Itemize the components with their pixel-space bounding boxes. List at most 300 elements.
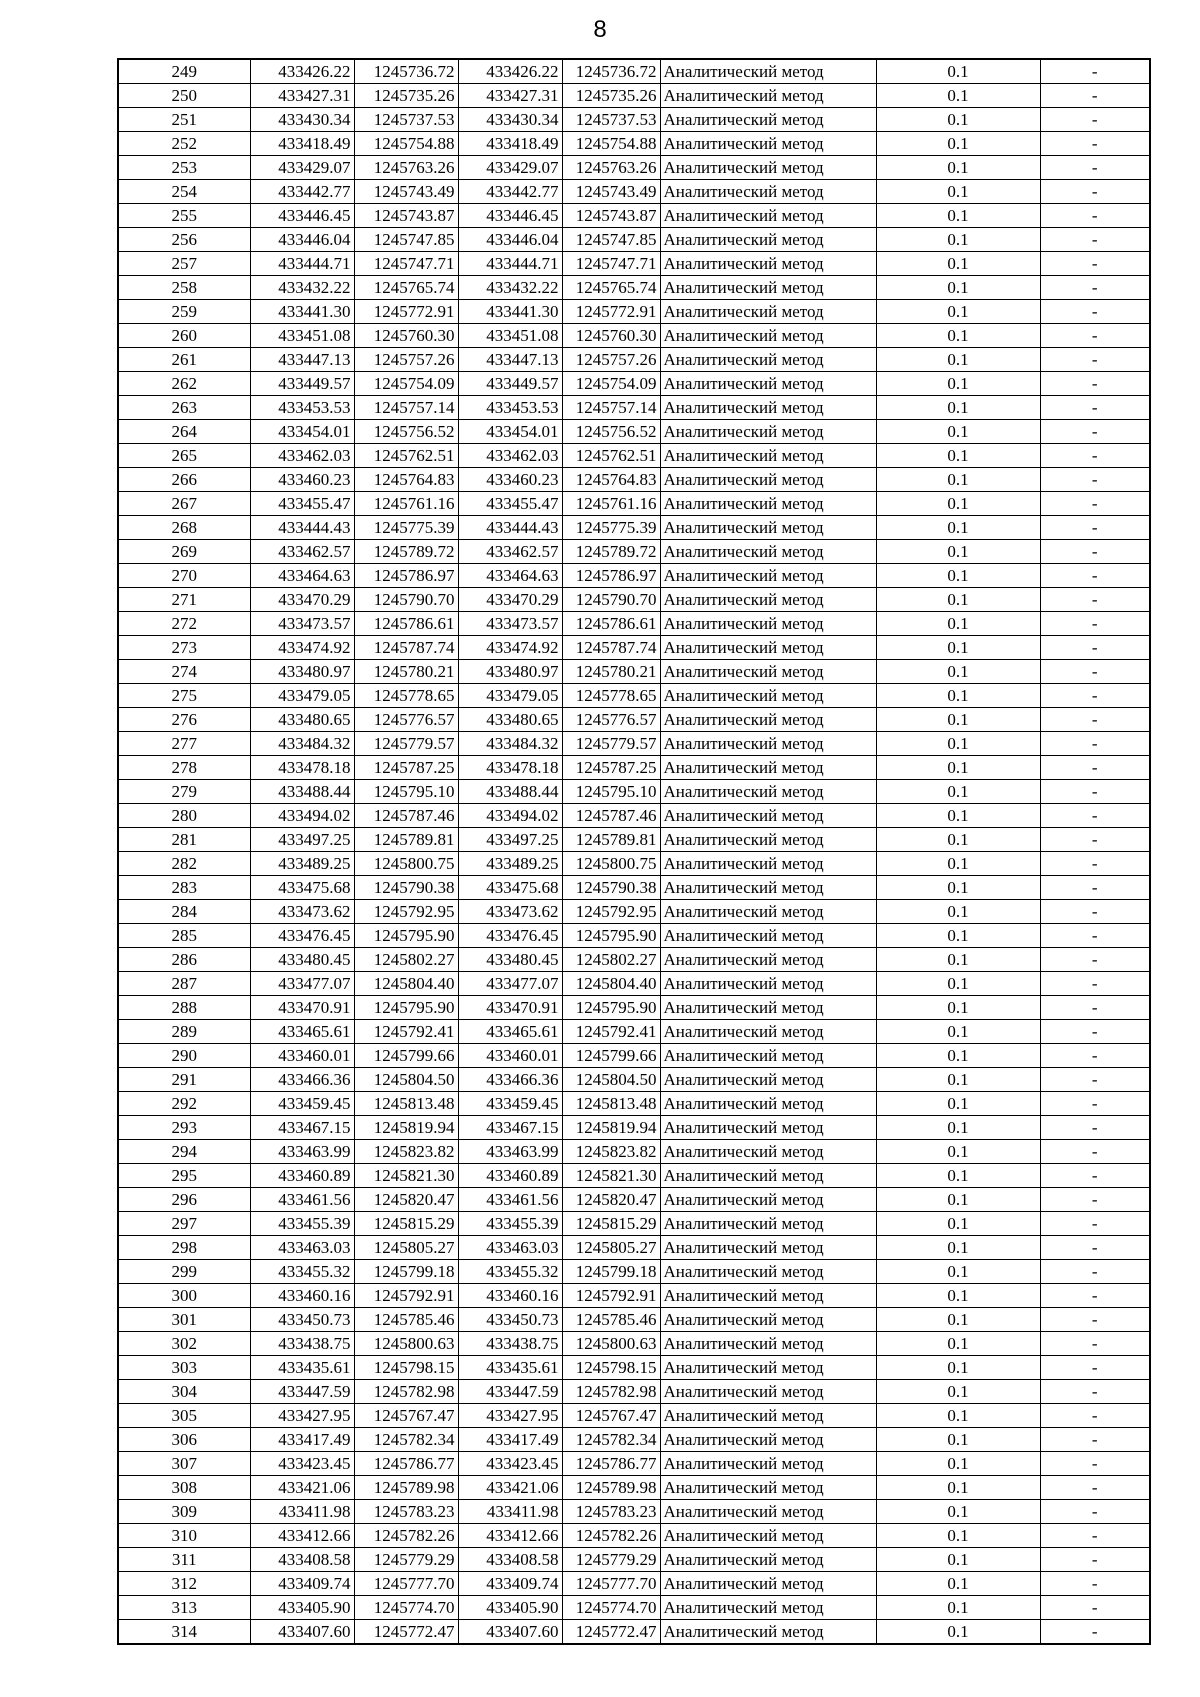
method-cell: Аналитический метод [660,1572,876,1596]
y-existing-cell: 1245737.53 [354,108,458,132]
x-existing-cell: 433409.74 [250,1572,354,1596]
x-existing-cell: 433465.61 [250,1020,354,1044]
y-new-cell: 1245792.41 [562,1020,660,1044]
y-new-cell: 1245795.90 [562,996,660,1020]
note-cell: - [1040,756,1150,780]
point-number-cell: 293 [118,1116,250,1140]
y-new-cell: 1245802.27 [562,948,660,972]
table-row [118,156,1150,180]
note-cell: - [1040,1524,1150,1548]
y-new-cell: 1245789.81 [562,828,660,852]
method-cell: Аналитический метод [660,1092,876,1116]
table-row [118,1140,1150,1164]
x-existing-cell: 433449.57 [250,372,354,396]
point-number-cell: 250 [118,84,250,108]
point-number-cell: 299 [118,1260,250,1284]
point-number-cell: 309 [118,1500,250,1524]
x-new-cell: 433465.61 [458,1020,562,1044]
y-new-cell: 1245792.95 [562,900,660,924]
method-cell: Аналитический метод [660,1116,876,1140]
x-existing-cell: 433444.71 [250,252,354,276]
x-existing-cell: 433470.29 [250,588,354,612]
x-existing-cell: 433455.32 [250,1260,354,1284]
note-cell: - [1040,1260,1150,1284]
x-new-cell: 433477.07 [458,972,562,996]
table-row [118,1332,1150,1356]
note-cell: - [1040,660,1150,684]
x-existing-cell: 433446.04 [250,228,354,252]
method-cell: Аналитический метод [660,348,876,372]
accuracy-cell: 0.1 [876,564,1040,588]
table-row [118,1380,1150,1404]
y-new-cell: 1245790.38 [562,876,660,900]
accuracy-cell: 0.1 [876,1140,1040,1164]
note-cell: - [1040,516,1150,540]
point-number-cell: 281 [118,828,250,852]
table-row [118,900,1150,924]
accuracy-cell: 0.1 [876,972,1040,996]
x-existing-cell: 433488.44 [250,780,354,804]
table-row [118,1044,1150,1068]
accuracy-cell: 0.1 [876,300,1040,324]
accuracy-cell: 0.1 [876,588,1040,612]
method-cell: Аналитический метод [660,876,876,900]
y-existing-cell: 1245804.40 [354,972,458,996]
table-row [118,468,1150,492]
y-existing-cell: 1245823.82 [354,1140,458,1164]
note-cell: - [1040,492,1150,516]
note-cell: - [1040,156,1150,180]
note-cell: - [1040,804,1150,828]
accuracy-cell: 0.1 [876,1020,1040,1044]
y-new-cell: 1245821.30 [562,1164,660,1188]
y-existing-cell: 1245767.47 [354,1404,458,1428]
y-new-cell: 1245787.46 [562,804,660,828]
x-new-cell: 433470.29 [458,588,562,612]
x-new-cell: 433405.90 [458,1596,562,1620]
x-new-cell: 433461.56 [458,1188,562,1212]
accuracy-cell: 0.1 [876,732,1040,756]
y-new-cell: 1245799.66 [562,1044,660,1068]
accuracy-cell: 0.1 [876,1452,1040,1476]
y-existing-cell: 1245789.81 [354,828,458,852]
x-new-cell: 433462.57 [458,540,562,564]
x-new-cell: 433426.22 [458,59,562,84]
x-existing-cell: 433470.91 [250,996,354,1020]
x-existing-cell: 433417.49 [250,1428,354,1452]
point-number-cell: 263 [118,396,250,420]
note-cell: - [1040,852,1150,876]
note-cell: - [1040,1284,1150,1308]
y-new-cell: 1245747.71 [562,252,660,276]
method-cell: Аналитический метод [660,780,876,804]
accuracy-cell: 0.1 [876,636,1040,660]
y-new-cell: 1245823.82 [562,1140,660,1164]
y-existing-cell: 1245778.65 [354,684,458,708]
note-cell: - [1040,444,1150,468]
y-existing-cell: 1245815.29 [354,1212,458,1236]
accuracy-cell: 0.1 [876,108,1040,132]
x-new-cell: 433466.36 [458,1068,562,1092]
x-new-cell: 433462.03 [458,444,562,468]
note-cell: - [1040,1596,1150,1620]
y-new-cell: 1245786.61 [562,612,660,636]
x-new-cell: 433453.53 [458,396,562,420]
x-existing-cell: 433479.05 [250,684,354,708]
point-number-cell: 265 [118,444,250,468]
table-row [118,924,1150,948]
table-row [118,300,1150,324]
x-new-cell: 433412.66 [458,1524,562,1548]
x-new-cell: 433459.45 [458,1092,562,1116]
note-cell: - [1040,972,1150,996]
accuracy-cell: 0.1 [876,852,1040,876]
accuracy-cell: 0.1 [876,1428,1040,1452]
method-cell: Аналитический метод [660,732,876,756]
accuracy-cell: 0.1 [876,132,1040,156]
point-number-cell: 254 [118,180,250,204]
table-row [118,1020,1150,1044]
note-cell: - [1040,828,1150,852]
note-cell: - [1040,948,1150,972]
y-existing-cell: 1245805.27 [354,1236,458,1260]
x-existing-cell: 433447.59 [250,1380,354,1404]
point-number-cell: 272 [118,612,250,636]
y-existing-cell: 1245795.90 [354,924,458,948]
y-new-cell: 1245804.50 [562,1068,660,1092]
y-existing-cell: 1245747.85 [354,228,458,252]
x-existing-cell: 433454.01 [250,420,354,444]
note-cell: - [1040,276,1150,300]
x-new-cell: 433407.60 [458,1620,562,1645]
method-cell: Аналитический метод [660,1212,876,1236]
accuracy-cell: 0.1 [876,684,1040,708]
accuracy-cell: 0.1 [876,804,1040,828]
table-row [118,1404,1150,1428]
table-row [118,108,1150,132]
y-existing-cell: 1245790.70 [354,588,458,612]
y-existing-cell: 1245785.46 [354,1308,458,1332]
table-row [118,876,1150,900]
point-number-cell: 289 [118,1020,250,1044]
accuracy-cell: 0.1 [876,1620,1040,1645]
x-existing-cell: 433480.65 [250,708,354,732]
y-existing-cell: 1245776.57 [354,708,458,732]
y-new-cell: 1245757.14 [562,396,660,420]
point-number-cell: 274 [118,660,250,684]
x-new-cell: 433409.74 [458,1572,562,1596]
point-number-cell: 270 [118,564,250,588]
table-row [118,1452,1150,1476]
x-existing-cell: 433418.49 [250,132,354,156]
point-number-cell: 269 [118,540,250,564]
x-existing-cell: 433476.45 [250,924,354,948]
x-existing-cell: 433455.39 [250,1212,354,1236]
x-existing-cell: 433461.56 [250,1188,354,1212]
x-new-cell: 433455.39 [458,1212,562,1236]
y-existing-cell: 1245802.27 [354,948,458,972]
table-row [118,228,1150,252]
method-cell: Аналитический метод [660,1404,876,1428]
y-existing-cell: 1245783.23 [354,1500,458,1524]
y-existing-cell: 1245795.90 [354,996,458,1020]
accuracy-cell: 0.1 [876,84,1040,108]
y-new-cell: 1245782.26 [562,1524,660,1548]
table-row [118,684,1150,708]
x-new-cell: 433478.18 [458,756,562,780]
y-existing-cell: 1245786.77 [354,1452,458,1476]
y-new-cell: 1245820.47 [562,1188,660,1212]
x-new-cell: 433473.57 [458,612,562,636]
note-cell: - [1040,588,1150,612]
x-new-cell: 433450.73 [458,1308,562,1332]
point-number-cell: 305 [118,1404,250,1428]
point-number-cell: 278 [118,756,250,780]
note-cell: - [1040,540,1150,564]
point-number-cell: 297 [118,1212,250,1236]
point-number-cell: 313 [118,1596,250,1620]
y-existing-cell: 1245779.29 [354,1548,458,1572]
y-existing-cell: 1245743.49 [354,180,458,204]
table-row [118,660,1150,684]
note-cell: - [1040,1332,1150,1356]
y-new-cell: 1245747.85 [562,228,660,252]
method-cell: Аналитический метод [660,1020,876,1044]
y-existing-cell: 1245772.91 [354,300,458,324]
x-existing-cell: 433494.02 [250,804,354,828]
accuracy-cell: 0.1 [876,924,1040,948]
point-number-cell: 294 [118,1140,250,1164]
point-number-cell: 296 [118,1188,250,1212]
note-cell: - [1040,1020,1150,1044]
y-new-cell: 1245767.47 [562,1404,660,1428]
x-new-cell: 433429.07 [458,156,562,180]
y-new-cell: 1245795.90 [562,924,660,948]
accuracy-cell: 0.1 [876,1164,1040,1188]
x-existing-cell: 433411.98 [250,1500,354,1524]
point-number-cell: 290 [118,1044,250,1068]
x-existing-cell: 433444.43 [250,516,354,540]
table-row [118,1260,1150,1284]
x-existing-cell: 433408.58 [250,1548,354,1572]
point-number-cell: 282 [118,852,250,876]
accuracy-cell: 0.1 [876,372,1040,396]
table-row [118,1572,1150,1596]
x-new-cell: 433460.01 [458,1044,562,1068]
x-existing-cell: 433421.06 [250,1476,354,1500]
point-number-cell: 262 [118,372,250,396]
method-cell: Аналитический метод [660,996,876,1020]
accuracy-cell: 0.1 [876,1404,1040,1428]
y-new-cell: 1245737.53 [562,108,660,132]
accuracy-cell: 0.1 [876,612,1040,636]
point-number-cell: 266 [118,468,250,492]
method-cell: Аналитический метод [660,660,876,684]
x-existing-cell: 433480.97 [250,660,354,684]
accuracy-cell: 0.1 [876,59,1040,84]
note-cell: - [1040,1380,1150,1404]
y-existing-cell: 1245782.34 [354,1428,458,1452]
note-cell: - [1040,1356,1150,1380]
x-new-cell: 433449.57 [458,372,562,396]
y-existing-cell: 1245756.52 [354,420,458,444]
y-existing-cell: 1245736.72 [354,59,458,84]
table-row [118,492,1150,516]
y-existing-cell: 1245765.74 [354,276,458,300]
y-new-cell: 1245790.70 [562,588,660,612]
y-new-cell: 1245779.29 [562,1548,660,1572]
point-number-cell: 307 [118,1452,250,1476]
x-existing-cell: 433497.25 [250,828,354,852]
x-new-cell: 433460.16 [458,1284,562,1308]
y-new-cell: 1245804.40 [562,972,660,996]
point-number-cell: 303 [118,1356,250,1380]
y-new-cell: 1245736.72 [562,59,660,84]
table-row [118,1236,1150,1260]
method-cell: Аналитический метод [660,1596,876,1620]
point-number-cell: 286 [118,948,250,972]
note-cell: - [1040,1068,1150,1092]
x-new-cell: 433430.34 [458,108,562,132]
x-existing-cell: 433423.45 [250,1452,354,1476]
table-row [118,132,1150,156]
y-new-cell: 1245775.39 [562,516,660,540]
y-new-cell: 1245787.74 [562,636,660,660]
table-row [118,204,1150,228]
table-body [118,59,1150,1644]
y-new-cell: 1245760.30 [562,324,660,348]
table-row [118,1500,1150,1524]
y-new-cell: 1245785.46 [562,1308,660,1332]
y-new-cell: 1245735.26 [562,84,660,108]
table-row [118,1284,1150,1308]
note-cell: - [1040,1548,1150,1572]
y-existing-cell: 1245820.47 [354,1188,458,1212]
note-cell: - [1040,420,1150,444]
note-cell: - [1040,180,1150,204]
method-cell: Аналитический метод [660,1428,876,1452]
table-row [118,780,1150,804]
y-existing-cell: 1245777.70 [354,1572,458,1596]
point-number-cell: 310 [118,1524,250,1548]
method-cell: Аналитический метод [660,252,876,276]
note-cell: - [1040,252,1150,276]
method-cell: Аналитический метод [660,1164,876,1188]
x-new-cell: 433446.04 [458,228,562,252]
point-number-cell: 298 [118,1236,250,1260]
accuracy-cell: 0.1 [876,204,1040,228]
note-cell: - [1040,1188,1150,1212]
table-row [118,372,1150,396]
y-new-cell: 1245754.88 [562,132,660,156]
x-existing-cell: 433460.01 [250,1044,354,1068]
y-new-cell: 1245754.09 [562,372,660,396]
method-cell: Аналитический метод [660,588,876,612]
y-existing-cell: 1245787.74 [354,636,458,660]
point-number-cell: 255 [118,204,250,228]
accuracy-cell: 0.1 [876,1332,1040,1356]
x-new-cell: 433418.49 [458,132,562,156]
accuracy-cell: 0.1 [876,276,1040,300]
point-number-cell: 295 [118,1164,250,1188]
method-cell: Аналитический метод [660,59,876,84]
point-number-cell: 304 [118,1380,250,1404]
x-new-cell: 433432.22 [458,276,562,300]
point-number-cell: 311 [118,1548,250,1572]
point-number-cell: 271 [118,588,250,612]
note-cell: - [1040,1140,1150,1164]
x-existing-cell: 433474.92 [250,636,354,660]
method-cell: Аналитический метод [660,1068,876,1092]
accuracy-cell: 0.1 [876,180,1040,204]
note-cell: - [1040,564,1150,588]
table-row [118,1596,1150,1620]
x-existing-cell: 433438.75 [250,1332,354,1356]
y-new-cell: 1245783.23 [562,1500,660,1524]
table-row [118,59,1150,84]
method-cell: Аналитический метод [660,1476,876,1500]
x-new-cell: 433463.99 [458,1140,562,1164]
x-new-cell: 433411.98 [458,1500,562,1524]
y-existing-cell: 1245764.83 [354,468,458,492]
method-cell: Аналитический метод [660,228,876,252]
table-row [118,324,1150,348]
x-new-cell: 433408.58 [458,1548,562,1572]
table-row [118,732,1150,756]
accuracy-cell: 0.1 [876,660,1040,684]
y-existing-cell: 1245799.66 [354,1044,458,1068]
note-cell: - [1040,1116,1150,1140]
x-new-cell: 433484.32 [458,732,562,756]
note-cell: - [1040,468,1150,492]
y-new-cell: 1245757.26 [562,348,660,372]
coordinates-table [117,58,1151,1645]
accuracy-cell: 0.1 [876,1524,1040,1548]
x-existing-cell: 433489.25 [250,852,354,876]
x-new-cell: 433427.31 [458,84,562,108]
y-new-cell: 1245813.48 [562,1092,660,1116]
table-row [118,1548,1150,1572]
y-existing-cell: 1245772.47 [354,1620,458,1645]
accuracy-cell: 0.1 [876,1572,1040,1596]
note-cell: - [1040,1308,1150,1332]
x-existing-cell: 433455.47 [250,492,354,516]
method-cell: Аналитический метод [660,84,876,108]
point-number-cell: 287 [118,972,250,996]
x-new-cell: 433423.45 [458,1452,562,1476]
method-cell: Аналитический метод [660,636,876,660]
method-cell: Аналитический метод [660,756,876,780]
accuracy-cell: 0.1 [876,780,1040,804]
x-new-cell: 433480.65 [458,708,562,732]
y-new-cell: 1245798.15 [562,1356,660,1380]
y-new-cell: 1245789.72 [562,540,660,564]
x-new-cell: 433454.01 [458,420,562,444]
point-number-cell: 256 [118,228,250,252]
y-existing-cell: 1245800.75 [354,852,458,876]
x-new-cell: 433441.30 [458,300,562,324]
method-cell: Аналитический метод [660,1284,876,1308]
x-new-cell: 433444.71 [458,252,562,276]
x-existing-cell: 433459.45 [250,1092,354,1116]
note-cell: - [1040,1452,1150,1476]
y-existing-cell: 1245782.26 [354,1524,458,1548]
method-cell: Аналитический метод [660,276,876,300]
accuracy-cell: 0.1 [876,876,1040,900]
point-number-cell: 276 [118,708,250,732]
y-new-cell: 1245789.98 [562,1476,660,1500]
accuracy-cell: 0.1 [876,1116,1040,1140]
